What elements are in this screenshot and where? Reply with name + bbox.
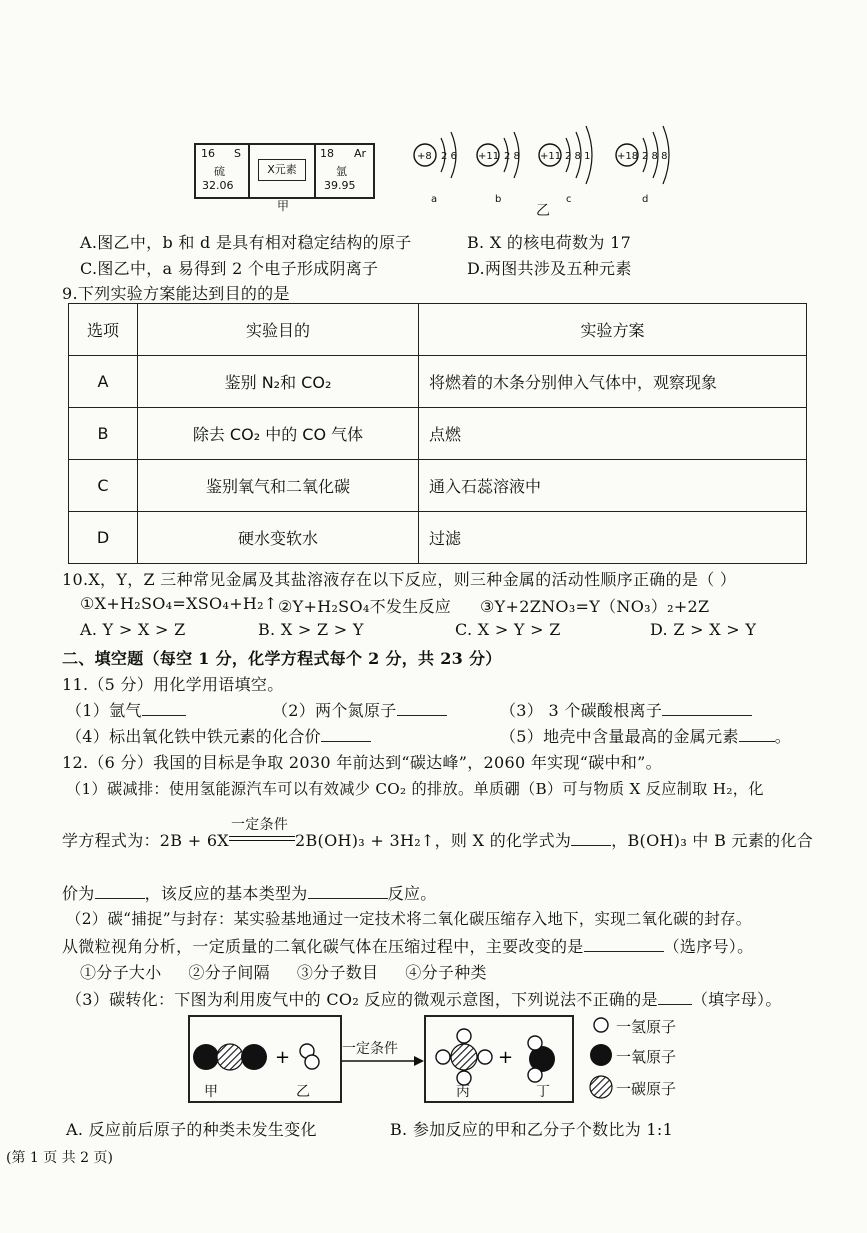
- row-goal: 除去 CO₂ 中的 CO 气体: [138, 408, 419, 460]
- svg-text:2 6: 2 6: [441, 151, 457, 162]
- equation-left: 学方程式为：2B + 6X: [62, 831, 229, 850]
- svg-text:+8: +8: [417, 151, 432, 162]
- q10-option-c: C. X > Y > Z: [455, 620, 561, 639]
- q10-stem: 10.X，Y，Z 三种常见金属及其盐溶液存在以下反应，则三种金属的活动性顺序正确的是（ ）: [62, 570, 737, 589]
- svg-text:2 8: 2 8: [504, 151, 520, 162]
- legend-oxygen: 一氧原子: [616, 1048, 677, 1066]
- q8-option-a: A.图乙中，b 和 d 是具有相对稳定结构的原子: [80, 233, 412, 252]
- hydrogen-atom-icon: [594, 1018, 608, 1032]
- atom-diagram-a: [414, 132, 457, 205]
- atom-structure-figure: [405, 118, 695, 218]
- q12-choices: ①分子大小 ②分子间隔 ③分子数目 ④分子种类: [80, 963, 487, 982]
- row-goal: 鉴别 N₂和 CO₂: [138, 356, 419, 408]
- table-header-row: [69, 304, 807, 356]
- atomic-mass: 39.95: [324, 179, 356, 192]
- equation-right: 2B(OH)₃ + 3H₂↑，则 X 的化学式为: [295, 831, 572, 850]
- q12-part2-line1: （2）碳“捕捉”与封存：某实验基地通过一定技术将二氧化碳压缩存入地下，实现二氧化碳的封存。: [66, 910, 752, 928]
- svg-text:a: a: [431, 194, 438, 205]
- arrow-condition: 一定条件: [342, 1041, 398, 1057]
- svg-text:+11: +11: [478, 151, 500, 162]
- row-goal: 鉴别氧气和二氧化碳: [138, 460, 419, 512]
- page-footer: (第 1 页 共 2 页): [6, 1150, 113, 1166]
- q10-option-a: A. Y > X > Z: [80, 620, 186, 639]
- legend-carbon: 一碳原子: [616, 1080, 677, 1098]
- svg-text:+18: +18: [617, 151, 639, 162]
- row-goal: 硬水变软水: [138, 512, 419, 564]
- atomic-mass: 32.06: [202, 179, 234, 192]
- table-row: [69, 408, 807, 460]
- experiment-table: [68, 303, 807, 564]
- q12-part2-line2: 从微粒视角分析，一定质量的二氧化碳气体在压缩过程中，主要改变的是 （选序号）。: [62, 937, 754, 956]
- reaction-condition: 一定条件: [231, 817, 289, 833]
- q11-item-3: （3） 3 个碳酸根离子: [500, 698, 752, 721]
- svg-text:d: d: [642, 194, 649, 205]
- legend-hydrogen: 一氢原子: [616, 1018, 677, 1036]
- q12-part3-line: （3）碳转化：下图为利用废气中的 CO₂ 反应的微观示意图，下列说法不正确的是 （填字母）。: [66, 990, 782, 1009]
- q10-reaction-2: ②Y+H₂SO₄不发生反应: [278, 597, 452, 616]
- q8-option-b: B. X 的核电荷数为 17: [467, 233, 632, 252]
- table-row: [69, 460, 807, 512]
- legend-icons: [589, 1015, 615, 1101]
- q11-item-2: （2）两个氮原子: [272, 698, 447, 721]
- element-symbol: S: [234, 147, 241, 160]
- q11-item-5: （5）地壳中含量最高的金属元素 。: [500, 727, 791, 746]
- row-plan: 点燃: [419, 408, 807, 460]
- q12-option-a: A. 反应前后原子的种类未发生变化: [66, 1120, 317, 1139]
- q12-valence-line: 价为 ，该反应的基本类型为 反应。: [62, 884, 437, 903]
- svg-text:+: +: [498, 1047, 514, 1068]
- row-plan: 过滤: [419, 512, 807, 564]
- equation-tail: ，B(OH)₃ 中 B 元素的化合: [611, 831, 814, 850]
- q11-item-1: （1）氩气: [66, 698, 186, 721]
- q9-stem: 9.下列实验方案能达到目的的是: [62, 284, 290, 303]
- ding-molecule-h2o: [528, 1036, 555, 1082]
- oxygen-atom-icon: [590, 1044, 612, 1066]
- row-option: A: [69, 356, 138, 408]
- products-box: [424, 1015, 574, 1103]
- q10-option-d: D. Z > X > Y: [650, 620, 757, 639]
- svg-text:+11: +11: [540, 151, 562, 162]
- section-heading: 二、填空题（每空 1 分，化学方程式每个 2 分，共 23 分）: [62, 649, 502, 668]
- svg-text:+: +: [275, 1047, 291, 1068]
- label-jia: 甲: [204, 1084, 218, 1100]
- product-molecules: [426, 1017, 572, 1101]
- figure-caption-jia: 甲: [277, 199, 290, 213]
- label-ding: 丁: [536, 1084, 550, 1100]
- q11-item-4: （4）标出氧化铁中铁元素的化合价: [66, 724, 371, 747]
- q11-stem: 11.（5 分）用化学用语填空。: [62, 675, 284, 694]
- atom-diagram-c: [539, 126, 592, 205]
- reactants-box: [188, 1015, 342, 1103]
- periodic-table-figure: [194, 143, 375, 199]
- label-yi: 乙: [296, 1084, 310, 1100]
- q12-stem: 12.（6 分）我国的目标是争取 2030 年前达到“碳达峰”，2060 年实现“碳中和”。: [62, 753, 662, 772]
- yi-molecule-h2: [300, 1044, 319, 1069]
- q8-option-c: C.图乙中，a 易得到 2 个电子形成阴离子: [80, 259, 379, 278]
- col-header-goal: 实验目的: [138, 304, 419, 356]
- q10-option-b: B. X > Z > Y: [258, 620, 364, 639]
- row-plan: 通入石蕊溶液中: [419, 460, 807, 512]
- element-cell-x: X元素: [258, 159, 306, 181]
- atomic-number: 16: [201, 147, 215, 160]
- table-row: [69, 512, 807, 564]
- element-name: 氩: [336, 165, 347, 178]
- element-cell-argon: [314, 145, 375, 197]
- bing-molecule-ch4: [436, 1029, 492, 1085]
- carbon-atom-icon: [590, 1076, 612, 1098]
- reaction-equals-sign: [229, 817, 295, 846]
- element-symbol: Ar: [354, 147, 367, 160]
- row-plan: 将燃着的木条分别伸入气体中，观察现象: [419, 356, 807, 408]
- q8-option-d: D.两图共涉及五种元素: [467, 259, 632, 278]
- svg-text:c: c: [566, 194, 572, 205]
- atomic-number: 18: [320, 147, 334, 160]
- jia-molecule-co2: [193, 1044, 267, 1070]
- label-bing: 丙: [456, 1084, 470, 1100]
- q12-option-b: B. 参加反应的甲和乙分子个数比为 1:1: [390, 1120, 674, 1139]
- q10-reaction-3: ③Y+2ZNO₃=Y（NO₃）₂+2Z: [480, 597, 710, 616]
- svg-text:2 8 1: 2 8 1: [565, 151, 591, 162]
- col-header-plan: 实验方案: [419, 304, 807, 356]
- reaction-arrow-icon: [340, 1055, 424, 1067]
- element-name: 硫: [214, 165, 225, 178]
- svg-text:b: b: [495, 194, 502, 205]
- row-option: D: [69, 512, 138, 564]
- atom-diagram-b: [477, 132, 520, 205]
- table-row: [69, 356, 807, 408]
- q12-part1-line1: （1）碳减排：使用氢能源汽车可以有效减少 CO₂ 的排放。单质硼（B）可与物质 X 反应制取 H₂，化: [66, 780, 764, 798]
- row-option: B: [69, 408, 138, 460]
- figure-caption-yi: 乙: [536, 203, 550, 219]
- q10-reaction-1: ①X+H₂SO₄=XSO₄+H₂↑: [80, 594, 278, 613]
- element-cell-sulfur: [196, 145, 250, 197]
- atom-diagram-d: [616, 126, 669, 205]
- col-header-option: 选项: [69, 304, 138, 356]
- row-option: C: [69, 460, 138, 512]
- svg-text:2 8 8: 2 8 8: [642, 151, 668, 162]
- q12-equation-line: [62, 817, 814, 851]
